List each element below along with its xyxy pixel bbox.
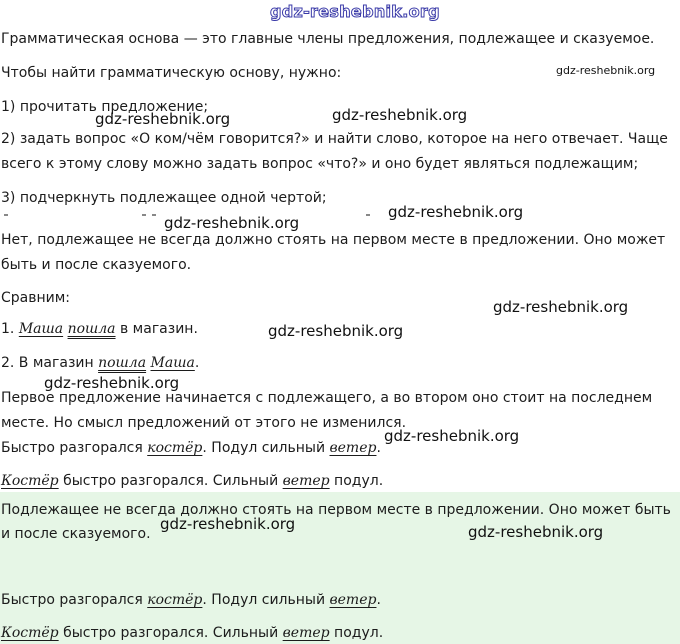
watermark: gdz-reshebnik.org [468, 523, 604, 541]
sentence-text: подул. [329, 625, 384, 641]
compare-label: Сравним: [1, 290, 71, 306]
watermark: gdz-reshebnik.org [164, 214, 300, 232]
answer-text-line-2: быть и после сказуемого. [1, 257, 192, 273]
answer-line-2: и после сказуемого. [1, 526, 151, 542]
answer-text-line-1: Нет, подлежащее не всегда должно стоять на первом месте в предложении. Оно может [1, 232, 666, 248]
watermark: gdz-reshebnik.org [384, 427, 520, 445]
definition-text: Грамматическая основа — это главные члены предложения, подлежащее и сказуемое. [1, 31, 655, 47]
sentence-b [1, 472, 383, 490]
example-predicate: пошла [67, 321, 116, 337]
watermark: gdz-reshebnik.org [388, 203, 524, 221]
sentence-a [1, 439, 381, 457]
watermark: gdz-reshebnik.org [95, 110, 231, 128]
watermark: gdz-reshebnik.org [268, 322, 404, 340]
sentence-text: подул. [329, 473, 384, 489]
sentence-text: Быстро разгорался [1, 440, 148, 456]
watermark: gdz-reshebnik.org [556, 64, 656, 77]
sentence-text: . Подул сильный [202, 592, 330, 608]
example-number: 1. [1, 321, 19, 337]
step-3: 3) подчеркнуть подлежащее одной чертой; [1, 190, 327, 206]
subject-word: Костёр [1, 625, 59, 641]
subject-word: ветер [282, 473, 330, 489]
example-end: . [194, 355, 200, 371]
example-1 [1, 320, 198, 338]
subject-word: ветер [282, 625, 330, 641]
subject-word: ветер [329, 592, 377, 608]
example-rest: в магазин. [115, 321, 198, 337]
step-2-line-2: всего к этому слову можно задать вопрос «что?» и оно будет являться подлежащим; [1, 156, 639, 172]
watermark: gdz-reshebnik.org [44, 374, 180, 392]
subject-word: Костёр [1, 473, 59, 489]
sentence-text: Быстро разгорался [1, 592, 148, 608]
example-predicate: пошла [98, 355, 147, 371]
example-subject: Маша [150, 355, 195, 371]
step-2-line-1: 2) задать вопрос «О ком/чём говорится?» и найти слово, которое на него отвечает. Чаще [1, 131, 668, 147]
watermark-top: gdz-reshebnik.org [270, 2, 440, 21]
sentence-text: быстро разгорался. Сильный [58, 473, 283, 489]
watermark: gdz-reshebnik.org [332, 106, 468, 124]
example-2 [1, 354, 199, 372]
subject-word: костёр [147, 440, 203, 456]
watermark: gdz-reshebnik.org [160, 515, 296, 533]
faded-line [0, 214, 680, 218]
sentence-text: быстро разгорался. Сильный [58, 625, 283, 641]
instruction-intro: Чтобы найти грамматическую основу, нужно: [1, 65, 342, 81]
sentence-text: . [376, 440, 381, 456]
sentence-text: . [376, 592, 381, 608]
answer-sentence-b [1, 624, 383, 642]
answer-line-1: Подлежащее не всегда должно стоять на первом месте в предложении. Оно может быть [1, 502, 671, 518]
sentence-text: . Подул сильный [202, 440, 330, 456]
subject-word: костёр [147, 592, 203, 608]
subject-word: ветер [329, 440, 377, 456]
example-start: 2. В магазин [1, 355, 99, 371]
answer-sentence-a [1, 591, 381, 609]
example-subject: Маша [18, 321, 64, 337]
watermark: gdz-reshebnik.org [493, 298, 629, 316]
explanation-line-1: Первое предложение начинается с подлежащего, а во втором оно стоит на последнем [1, 390, 653, 406]
step-1: 1) прочитать предложение; [1, 99, 209, 115]
explanation-line-2: месте. Но смысл предложений от этого не изменился. [1, 415, 407, 431]
